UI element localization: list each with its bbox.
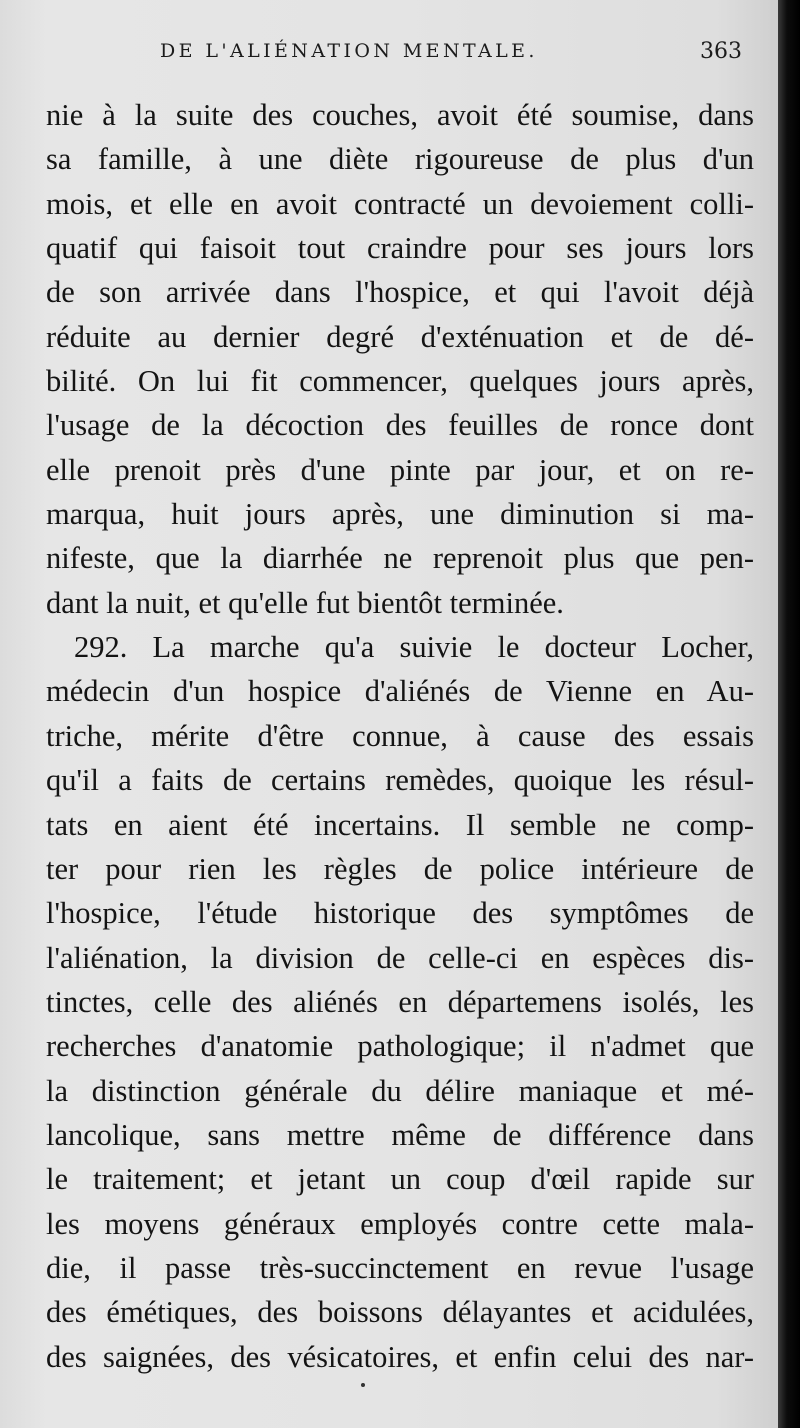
text-line: sa famille, à une diète rigoureuse de plus d'un xyxy=(46,142,754,177)
text-line: la distinction générale du délire maniaque et mé- xyxy=(46,1073,754,1108)
text-line: lancolique, sans mettre même de différence dans xyxy=(46,1117,754,1152)
text-line: marqua, huit jours après, une diminution si ma- xyxy=(46,497,754,532)
text-line: tinctes, celle des aliénés en départemens isolés, les xyxy=(46,984,754,1019)
text-line: quatif qui faisoit tout craindre pour ses jours lors xyxy=(46,231,754,266)
paragraph-end-line: dant la nuit, et qu'elle fut bientôt terminée. xyxy=(46,585,564,620)
text-line: l'hospice, l'étude historique des symptômes de xyxy=(46,896,754,931)
text-line: l'aliénation, la division de celle-ci en espèces dis- xyxy=(46,940,754,975)
text-line: des émétiques, des boissons délayantes et acidulées, xyxy=(46,1295,754,1330)
text-line: médecin d'un hospice d'aliénés de Vienne en Au- xyxy=(46,674,754,709)
ink-speck xyxy=(361,1383,365,1387)
running-title: DE L'ALIÉNATION MENTALE. xyxy=(160,40,538,62)
text-line: nie à la suite des couches, avoit été soumise, dans xyxy=(46,98,754,132)
book-gutter-shadow xyxy=(778,0,800,1428)
paragraph-start-line: 292. La marche qu'a suivie le docteur Locher, xyxy=(74,630,754,665)
text-line: réduite au dernier degré d'exténuation et de dé- xyxy=(46,319,754,354)
text-line: qu'il a faits de certains remèdes, quoique les résul- xyxy=(46,763,754,798)
text-line: l'usage de la décoction des feuilles de ronce dont xyxy=(46,408,754,443)
text-line: die, il passe très-succinctement en revue l'usage xyxy=(46,1250,754,1285)
text-line: les moyens généraux employés contre cette mala- xyxy=(46,1206,754,1241)
text-line: mois, et elle en avoit contracté un devoiement colli- xyxy=(46,186,754,221)
text-line: elle prenoit près d'une pinte par jour, et on re- xyxy=(46,452,754,487)
text-line: bilité. On lui fit commencer, quelques jours après, xyxy=(46,364,754,399)
text-line: nifeste, que la diarrhée ne reprenoit plus que pen- xyxy=(46,541,754,576)
page-number: 363 xyxy=(700,39,742,64)
text-line: ter pour rien les règles de police intérieure de xyxy=(46,851,754,886)
text-line: triche, mérite d'être connue, à cause des essais xyxy=(46,718,754,753)
text-line: de son arrivée dans l'hospice, et qui l'avoit déjà xyxy=(46,275,754,310)
text-line: tats en aient été incertains. Il semble ne comp- xyxy=(46,807,754,842)
text-line: le traitement; et jetant un coup d'œil rapide sur xyxy=(46,1162,754,1197)
text-line: des saignées, des vésicatoires, et enfin celui des nar- xyxy=(46,1339,754,1374)
text-line: recherches d'anatomie pathologique; il n'admet que xyxy=(46,1029,754,1064)
body-text xyxy=(46,93,754,1379)
